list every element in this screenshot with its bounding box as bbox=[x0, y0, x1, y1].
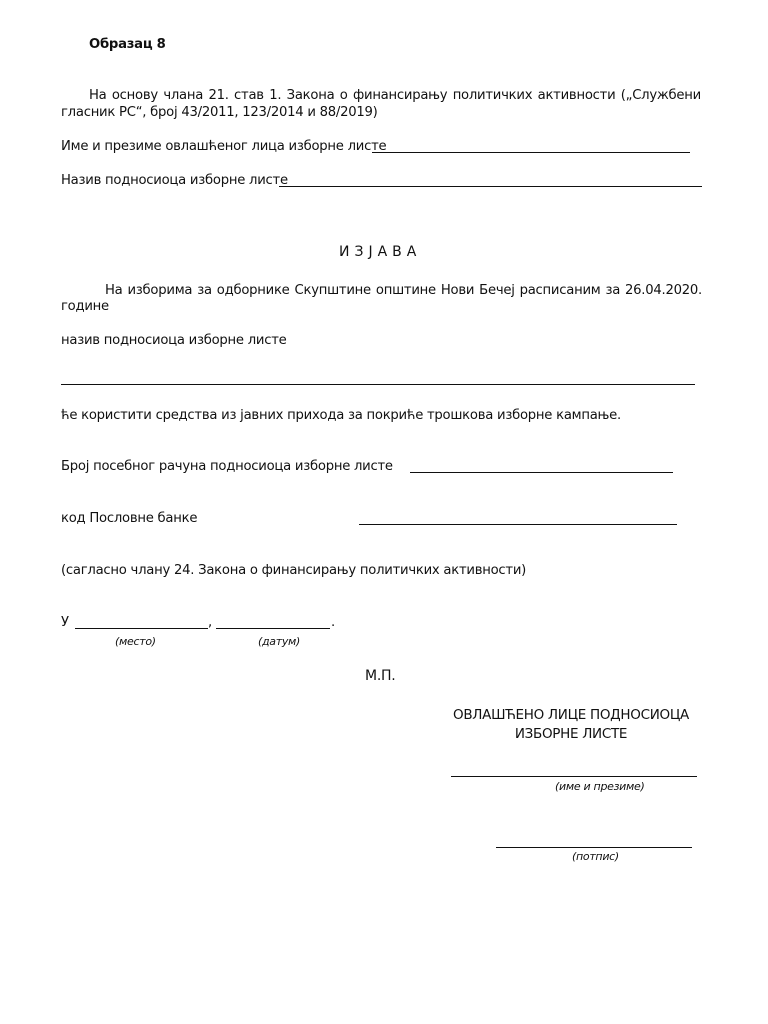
place-caption: (место) bbox=[115, 635, 156, 648]
word: Бечеј bbox=[479, 283, 515, 298]
word: за bbox=[605, 283, 621, 298]
date-caption: (датум) bbox=[258, 635, 301, 648]
election-line-2: године bbox=[61, 299, 109, 314]
bank-label: код Пословне банке bbox=[61, 511, 198, 526]
account-label: Број посебног рачуна подносиоца изборне листе bbox=[61, 459, 393, 474]
funds-statement: ће користити средства из јавних прихода за покриће трошкова изборне кампање. bbox=[61, 408, 621, 423]
submitter-name-field[interactable] bbox=[279, 186, 702, 187]
place-date-period: . bbox=[331, 615, 335, 630]
word: политичких bbox=[452, 88, 533, 103]
word: 1. bbox=[269, 88, 282, 103]
form-label: Образац 8 bbox=[89, 37, 166, 52]
word: члана bbox=[163, 88, 204, 103]
word: одборнике bbox=[216, 283, 290, 298]
word: финансирању bbox=[352, 88, 448, 103]
signatory-title-line-2: ИЗБОРНЕ ЛИСТЕ bbox=[514, 726, 628, 742]
word: („Службени bbox=[620, 88, 701, 103]
date-field[interactable] bbox=[216, 628, 330, 629]
signature-caption: (потпис) bbox=[572, 850, 619, 863]
bank-field[interactable] bbox=[359, 524, 677, 525]
seal-mark: М.П. bbox=[365, 668, 396, 684]
word: за bbox=[197, 283, 212, 298]
submitter-name-field-2[interactable] bbox=[61, 384, 695, 385]
signatory-name-field[interactable] bbox=[451, 776, 697, 777]
account-field[interactable] bbox=[410, 472, 673, 473]
word: На bbox=[105, 283, 123, 298]
word: 21. bbox=[208, 88, 229, 103]
place-date-comma: , bbox=[208, 615, 212, 630]
word: став bbox=[234, 88, 264, 103]
name-caption: (име и презиме) bbox=[555, 780, 645, 793]
word: На bbox=[89, 88, 107, 103]
election-line-1 bbox=[105, 283, 702, 299]
submitter-name-label-2: назив подносиоца изборне листе bbox=[61, 333, 287, 348]
authorized-person-label: Име и презиме овлашћеног лица изборне листе bbox=[61, 139, 387, 154]
signatory-title bbox=[436, 706, 706, 744]
authorized-person-field[interactable] bbox=[372, 152, 690, 153]
intro-line-2: гласник РС“, број 43/2011, 123/2014 и 88/2019) bbox=[61, 105, 378, 120]
word: Закона bbox=[286, 88, 335, 103]
place-field[interactable] bbox=[75, 628, 208, 629]
word: о bbox=[339, 88, 348, 103]
document-title: ИЗЈАВА bbox=[339, 244, 422, 260]
law-reference: (сагласно члану 24. Закона о финансирању политичких активности) bbox=[61, 563, 527, 578]
signature-field[interactable] bbox=[496, 847, 692, 848]
word: изборима bbox=[127, 283, 193, 298]
submitter-name-label: Назив подносиоца изборне листе bbox=[61, 173, 288, 188]
signatory-title-line-1: ОВЛАШЋЕНО ЛИЦЕ ПОДНОСИОЦА bbox=[453, 707, 689, 723]
word: основу bbox=[111, 88, 158, 103]
word: Нови bbox=[440, 283, 475, 298]
word: 26.04.2020. bbox=[625, 283, 702, 298]
word: Скупштине bbox=[294, 283, 371, 298]
word: општине bbox=[375, 283, 436, 298]
word: расписаним bbox=[519, 283, 601, 298]
intro-line-1 bbox=[89, 88, 701, 104]
place-prefix: У bbox=[61, 615, 69, 630]
word: активности bbox=[537, 88, 616, 103]
